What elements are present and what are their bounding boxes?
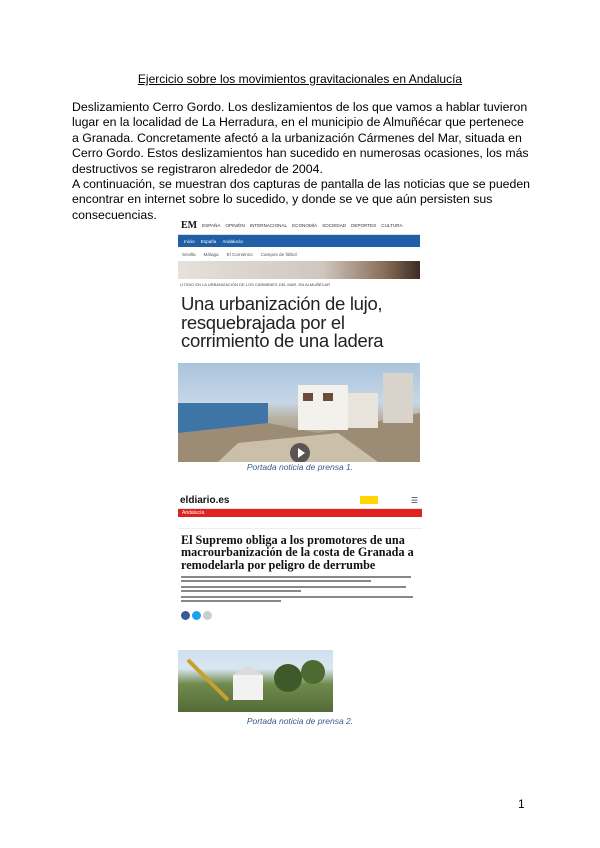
- document-title: Ejercicio sobre los movimientos gravitacionales en Andalucía: [137, 72, 463, 86]
- news2-headline[interactable]: El Supremo obliga a los promotores de una macrourbanización de la costa de Granada a remodelarla por peligro de derrumbe: [181, 533, 414, 572]
- news1-sub-0[interactable]: Sevilla: [182, 251, 196, 257]
- news1-nav-1[interactable]: OPINIÓN: [225, 222, 245, 228]
- news1-sub-3[interactable]: Campos de fútbol: [260, 251, 297, 257]
- news-screenshot-2: [178, 492, 422, 712]
- news2-summary: [178, 571, 422, 607]
- news2-topbar: [178, 492, 422, 509]
- news1-topbar: [178, 216, 420, 235]
- news1-logo: EM: [181, 219, 198, 231]
- news2-nav: [178, 517, 422, 529]
- news1-nav-6[interactable]: CULTURA: [381, 222, 403, 228]
- news1-nav-4[interactable]: SOCIEDAD: [322, 222, 347, 228]
- body-paragraph: [72, 100, 532, 223]
- news1-sub-2[interactable]: El Comienzo: [226, 251, 253, 257]
- news1-nav-0[interactable]: ESPAÑA: [202, 222, 221, 228]
- news1-sub-1[interactable]: Málaga: [203, 251, 219, 257]
- news-screenshot-1: [178, 216, 420, 462]
- caption-2: Portada noticia de prensa 2.: [246, 716, 354, 726]
- news1-bar-2[interactable]: Andalucía: [222, 238, 243, 244]
- facebook-icon[interactable]: [181, 611, 190, 620]
- page-number: 1: [518, 797, 525, 811]
- news1-kicker: LITIGIO EN LA URBANIZACIÓN DE LOS CÁRMENES DEL MAR, EN ALMUÑÉCAR: [180, 282, 331, 287]
- news1-nav-3[interactable]: ECONOMÍA: [292, 222, 318, 228]
- news2-section[interactable]: Andalucía: [178, 509, 422, 517]
- news1-nav-5[interactable]: DEPORTES: [351, 222, 377, 228]
- news1-banner-image: [178, 261, 420, 279]
- news2-logo: eldiario.es: [180, 494, 230, 506]
- paragraph-2: A continuación, se muestran dos capturas de pantalla de las noticias que se pueden encontrar en internet sobre lo sucedido, y donde se ve que aún persisten sus consecuencias.: [72, 177, 531, 222]
- paragraph-1: Deslizamiento Cerro Gordo. Los deslizamientos de los que vamos a hablar tuvieron lugar en la localidad de La Herradura, en el municipio de Almuñécar que pertenece a Granada. Concretamente afectó a la urbanización Cármenes del Mar, situada en Cerro Gordo. Estos deslizamientos han sucedido en numerosas ocasiones, los más destructivos se registraron alrededor de 2004.: [72, 100, 529, 176]
- subscribe-button[interactable]: [360, 496, 378, 504]
- news2-photo-illustration: [178, 650, 333, 712]
- play-video-icon[interactable]: [290, 443, 310, 462]
- twitter-icon[interactable]: [192, 611, 201, 620]
- news1-headline[interactable]: Una urbanización de lujo, resquebrajada por el corrimiento de una ladera: [181, 293, 384, 351]
- share-icon[interactable]: [203, 611, 212, 620]
- news2-share-buttons: [178, 607, 422, 624]
- news1-photo: [178, 363, 420, 462]
- news2-photo: [178, 650, 333, 712]
- news1-nav-2[interactable]: INTERNACIONAL: [249, 222, 288, 228]
- news1-bar-0[interactable]: Inicio: [184, 238, 195, 244]
- menu-icon[interactable]: ☰: [410, 496, 418, 505]
- news1-bar-1[interactable]: España: [200, 238, 217, 244]
- news1-subnav: [178, 247, 420, 261]
- caption-1: Portada noticia de prensa 1.: [246, 462, 354, 472]
- news1-section-bar: [178, 235, 420, 247]
